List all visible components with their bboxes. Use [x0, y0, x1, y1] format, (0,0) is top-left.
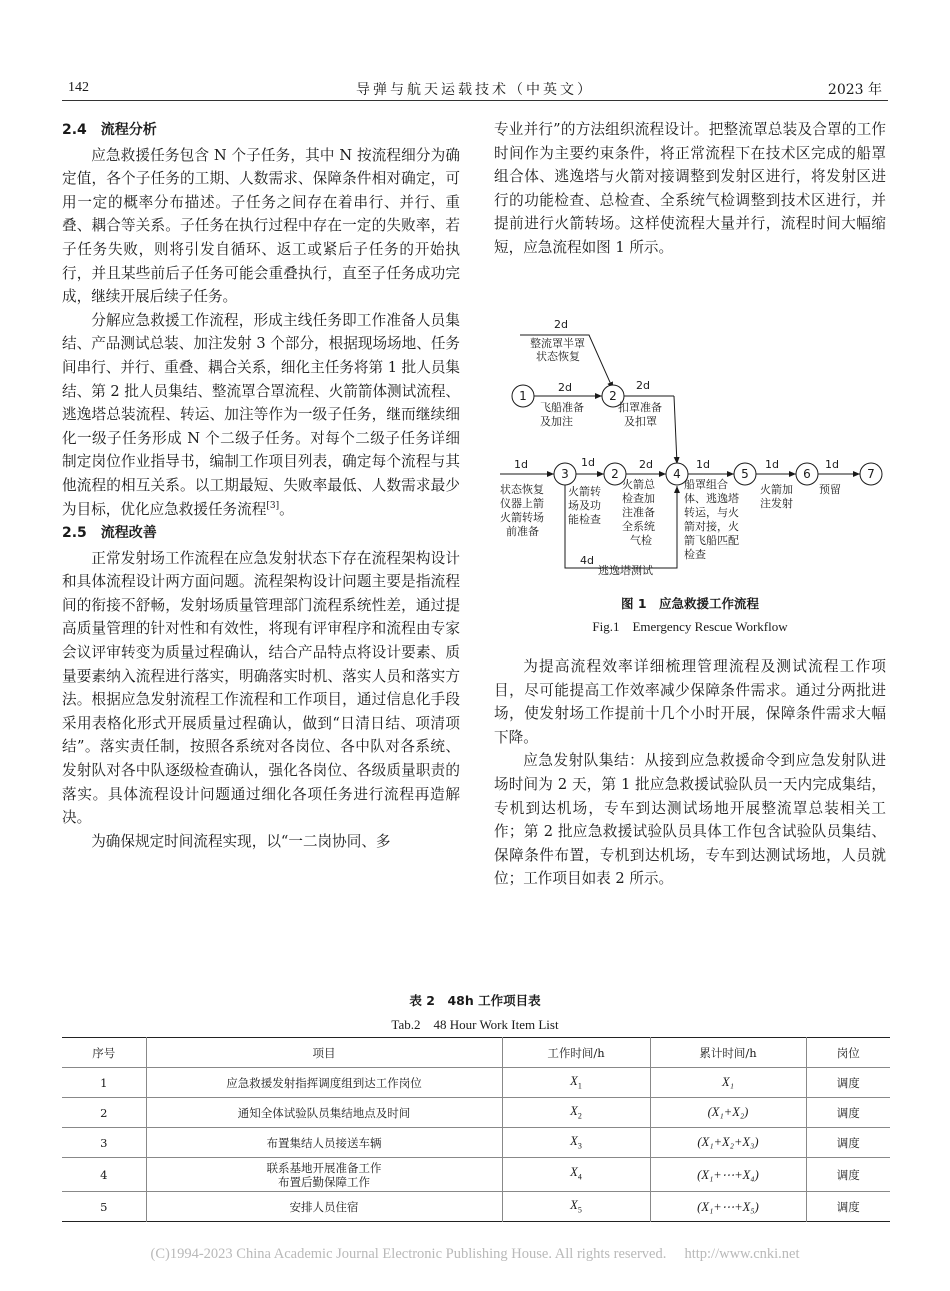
section-2-5-title: 2.5 流程改善: [62, 525, 157, 542]
paragraph-continued: 专业并行”的方法组织流程设计。把整流罩总装及合罩的工作时间作为主要约束条件，将正常流程下在技术区完成的船罩组合体、逃逸塔与火箭对接调整到发射区进行，将发射区进行的功能检查、总检查、全系统气检调整到技术区进行，并提前进行火箭转场。这样使流程大量并行，流程时间大幅缩短，应急流程如图 1 所示。: [494, 121, 886, 256]
table-cell: (X₁+X₂): [650, 1098, 806, 1128]
running-header: [62, 78, 888, 101]
table-cell: 通知全体试验队员集结地点及时间: [146, 1098, 502, 1128]
edge-2-4b: [674, 396, 677, 464]
dur-2b-4: 2d: [639, 458, 653, 471]
figure-label: 箭飞船匹配: [684, 534, 739, 547]
citation[interactable]: [3]: [266, 500, 280, 511]
node-2b-label: 2: [611, 467, 619, 481]
figure-label: 逃逸塔测试: [598, 564, 653, 577]
dur-4-5: 1d: [696, 458, 710, 471]
table-cell: 调度: [806, 1068, 890, 1098]
table-cell: 调度: [806, 1158, 890, 1192]
table-row: [62, 1068, 890, 1098]
table-cell: 调度: [806, 1192, 890, 1222]
figure-caption-en: Fig.1 Emergency Rescue Workflow: [592, 619, 788, 634]
node-4-label: 4: [673, 467, 681, 481]
section-2-5-paragraph-1: 正常发射场工作流程在应急发射状态下存在流程架构设计和具体流程设计两方面问题。流程架构设计问题主要是指流程间的衔接不舒畅，发射场质量管理部门流程系统性差，通过提高质量管理的针对性和有效性，将现有评审程序和流程由专家会议评审转变为质量过程确认，结合产品特点将设计要素、质量要素纳入流程进行落实，明确落实时机、落实人员和落实方法。根据应急发射流程工作流程和工作项目，通过信息化手段采用表格化形式开展质量过程确认，做到“日清日结、项清项结”。落实责任制，按照各系统对各岗位、各中队对各系统、发射队对各中队逐级检查确认，强化各岗位、各级质量职责的落实。具体流程设计问题通过细化各项任务进行流程再造解决。: [62, 549, 460, 827]
col-header-post: 岗位: [806, 1038, 890, 1068]
figure-label: 气检: [630, 534, 652, 547]
figure-label: 扣罩准备: [618, 401, 662, 414]
table-row: [62, 1192, 890, 1222]
dur-1-2: 2d: [558, 381, 572, 394]
dur-3-2b: 1d: [581, 456, 595, 469]
table-cell: (X₁+⋯+X₄): [650, 1158, 806, 1192]
table-cell: 1: [62, 1068, 146, 1098]
table-cell: $X_2$: [502, 1098, 650, 1128]
figure-label: 前准备: [506, 525, 539, 538]
copyright-footer: (C)1994-2023 China Academic Journal Electronic Publishing House. All rights reserved. http://www.cnki.net: [150, 1246, 800, 1262]
table-cell: 安排人员住宿: [146, 1192, 502, 1222]
section-2-5-paragraph-2: 为确保规定时间流程实现，以“一二岗协同、多: [91, 832, 391, 850]
node-3-label: 3: [561, 467, 569, 481]
table-caption-en: Tab.2 48 Hour Work Item List: [391, 1017, 559, 1032]
node-6-label: 6: [803, 467, 811, 481]
figure-label: 检查加: [622, 492, 655, 505]
left-column: [62, 118, 460, 853]
dur-5-6: 1d: [765, 458, 779, 471]
table-cell: 2: [62, 1098, 146, 1128]
table-cell: 5: [62, 1192, 146, 1222]
dur-2-4: 2d: [636, 379, 650, 392]
node-7-label: 7: [867, 467, 875, 481]
section-2-4-paragraph-2: 分解应急救援工作流程，形成主线任务即工作准备人员集结、产品测试总装、加注发射 3 个部分，根据现场场地、任务间串行、并行、重叠、耦合关系，细化主任务将第 1 批人员集结、第 2 批人员集结、整流罩合罩流程、火箭箭体测试流程、逃逸塔总装流程、转运、加注等作为一级子任务，继而继续细化一级子任务形成 N 个二级子任务。对每个二级子任务详细制定岗位作业指导书，编制工作项目列表，确定每个流程与其他流程的相互关系。以工期最短、失败率最低、人数需求最少为目标，优化应急救援任务流程[3]。: [62, 311, 461, 518]
workflow-figure: [494, 318, 886, 578]
col-header-work-time: 工作时间/h: [502, 1038, 650, 1068]
figure-label: 转运，与火: [684, 506, 739, 519]
dur-bottom: 4d: [580, 554, 594, 567]
table-cell: 应急救援发射指挥调度组到达工作岗位: [146, 1068, 502, 1098]
col-header-item: 项目: [146, 1038, 502, 1068]
figure-label: 飞船准备: [540, 401, 584, 414]
figure-label: 船罩组合: [684, 478, 728, 491]
paragraph-efficiency: 为提高流程效率详细梳理管理流程及测试流程工作项目，尽可能提高工作效率减少保障条件需求。通过分两批进场，使发射场工作提前十几个小时开展，保障条件需求大幅下降。: [494, 658, 886, 746]
table-cell: 调度: [806, 1098, 890, 1128]
table-cell: $X_5$: [502, 1192, 650, 1222]
table-cell: $X_4$: [502, 1158, 650, 1192]
journal-title: 导弹与航天运载技术（中英文）: [356, 82, 594, 98]
table-row: [62, 1098, 890, 1128]
section-2-4-title: 2.4 流程分析: [62, 122, 157, 138]
table-cell: 联系基地开展准备工作 布置后勤保障工作: [146, 1158, 502, 1192]
right-column-bottom: [494, 655, 886, 891]
figure-label: 体、逃逸塔: [684, 492, 739, 505]
table-cell: 4: [62, 1158, 146, 1192]
dur-6-7: 1d: [825, 458, 839, 471]
table-cell: 布置集结人员接送车辆: [146, 1128, 502, 1158]
right-column-top: [494, 118, 886, 260]
table-cell: $X_3$: [502, 1128, 650, 1158]
table-cell: 3: [62, 1128, 146, 1158]
paragraph-assembly: 应急发射队集结：从接到应急救援命令到应急发射队进场时间为 2 天，第 1 批应急救援试验队员一天内完成集结，专机到达机场，专车到达测试场地开展整流罩总装相关工作；第 2 批应急救援试验队员具体工作包含试验队员集结、保障条件布置，专机到达机场，专车到达测试场地，人员就位；工作项目如表 2 所示。: [494, 752, 886, 888]
figure-label: 及扣罩: [624, 415, 657, 428]
figure-label: 火箭加: [760, 483, 793, 496]
paragraph-text: 分解应急救援工作流程，形成主线任务即工作准备人员集结、产品测试总装、加注发射 3 个部分，根据现场场地、任务间串行、并行、重叠、耦合关系，细化主任务将第 1 批人员集结、第 2 批人员集结、整流罩合罩流程、火箭箭体测试流程、逃逸塔总装流程、转运、加注等作为一级子任务，继而继续细化一级子任务形成 N 个二级子任务。对每个二级子任务详细制定岗位作业指导书，编制工作项目列表，确定每个流程与其他流程的相互关系。以工期最短、失败率最低、人数需求最少为目标，优化应急救援任务流程: [62, 311, 461, 518]
figure-label: 整流罩半罩: [530, 337, 585, 350]
table-cell: X₁: [650, 1068, 806, 1098]
section-2-4-paragraph-1: 应急救援任务包含 N 个子任务，其中 N 按流程细分为确定值，各个子任务的工期、人数需求、保障条件相对确定，可用一定的概率分布描述。子任务之间存在着串行、并行、重叠、耦合等关系。子任务在执行过程中存在一定的失败率，若子任务失败，则将引发自循环、返工或紧后子任务的开始执行，并且某些前后子任务可能会重叠执行，直至子任务成功完成，继续开展后续子任务。: [62, 146, 460, 306]
table-row: [62, 1158, 890, 1192]
page-number: 142: [68, 80, 89, 95]
figure-label: 注发射: [760, 497, 793, 510]
col-header-no: 序号: [62, 1038, 146, 1068]
dur-top: 2d: [554, 318, 568, 331]
figure-label: 预留: [819, 483, 841, 496]
col-header-cumulative: 累计时间/h: [650, 1038, 806, 1068]
node-2-label: 2: [609, 389, 617, 403]
table-caption-cn: 表 2 48h 工作项目表: [409, 993, 541, 1008]
figure-label: 箭对接，火: [684, 520, 739, 533]
figure-caption-cn: 图 1 应急救援工作流程: [620, 596, 760, 611]
figure-label: 场及功: [568, 499, 601, 512]
dur-start-3: 1d: [514, 458, 528, 471]
table-cell: 调度: [806, 1128, 890, 1158]
figure-label: 注准备: [622, 506, 655, 519]
table-cell: $X_1$: [502, 1068, 650, 1098]
work-item-table: [62, 1037, 890, 1222]
table-header-row: [62, 1038, 890, 1068]
figure-label: 火箭总: [622, 478, 655, 491]
figure-label: 及加注: [540, 415, 573, 428]
table-row: [62, 1128, 890, 1158]
table-cell: (X₁+X₂+X₃): [650, 1128, 806, 1158]
figure-label: 能检查: [568, 513, 601, 526]
figure-label: 全系统: [622, 520, 655, 533]
table-cell: (X₁+⋯+X₅): [650, 1192, 806, 1222]
year: 2023 年: [827, 82, 882, 98]
figure-label: 状态恢复: [536, 350, 580, 363]
figure-label: 火箭转: [568, 485, 601, 498]
figure-label: 仪器上箭: [500, 497, 544, 510]
figure-label: 火箭转场: [500, 511, 544, 524]
node-1-label: 1: [519, 389, 527, 403]
figure-label: 检查: [684, 548, 706, 561]
figure-label: 状态恢复: [500, 483, 544, 496]
node-5-label: 5: [741, 467, 749, 481]
